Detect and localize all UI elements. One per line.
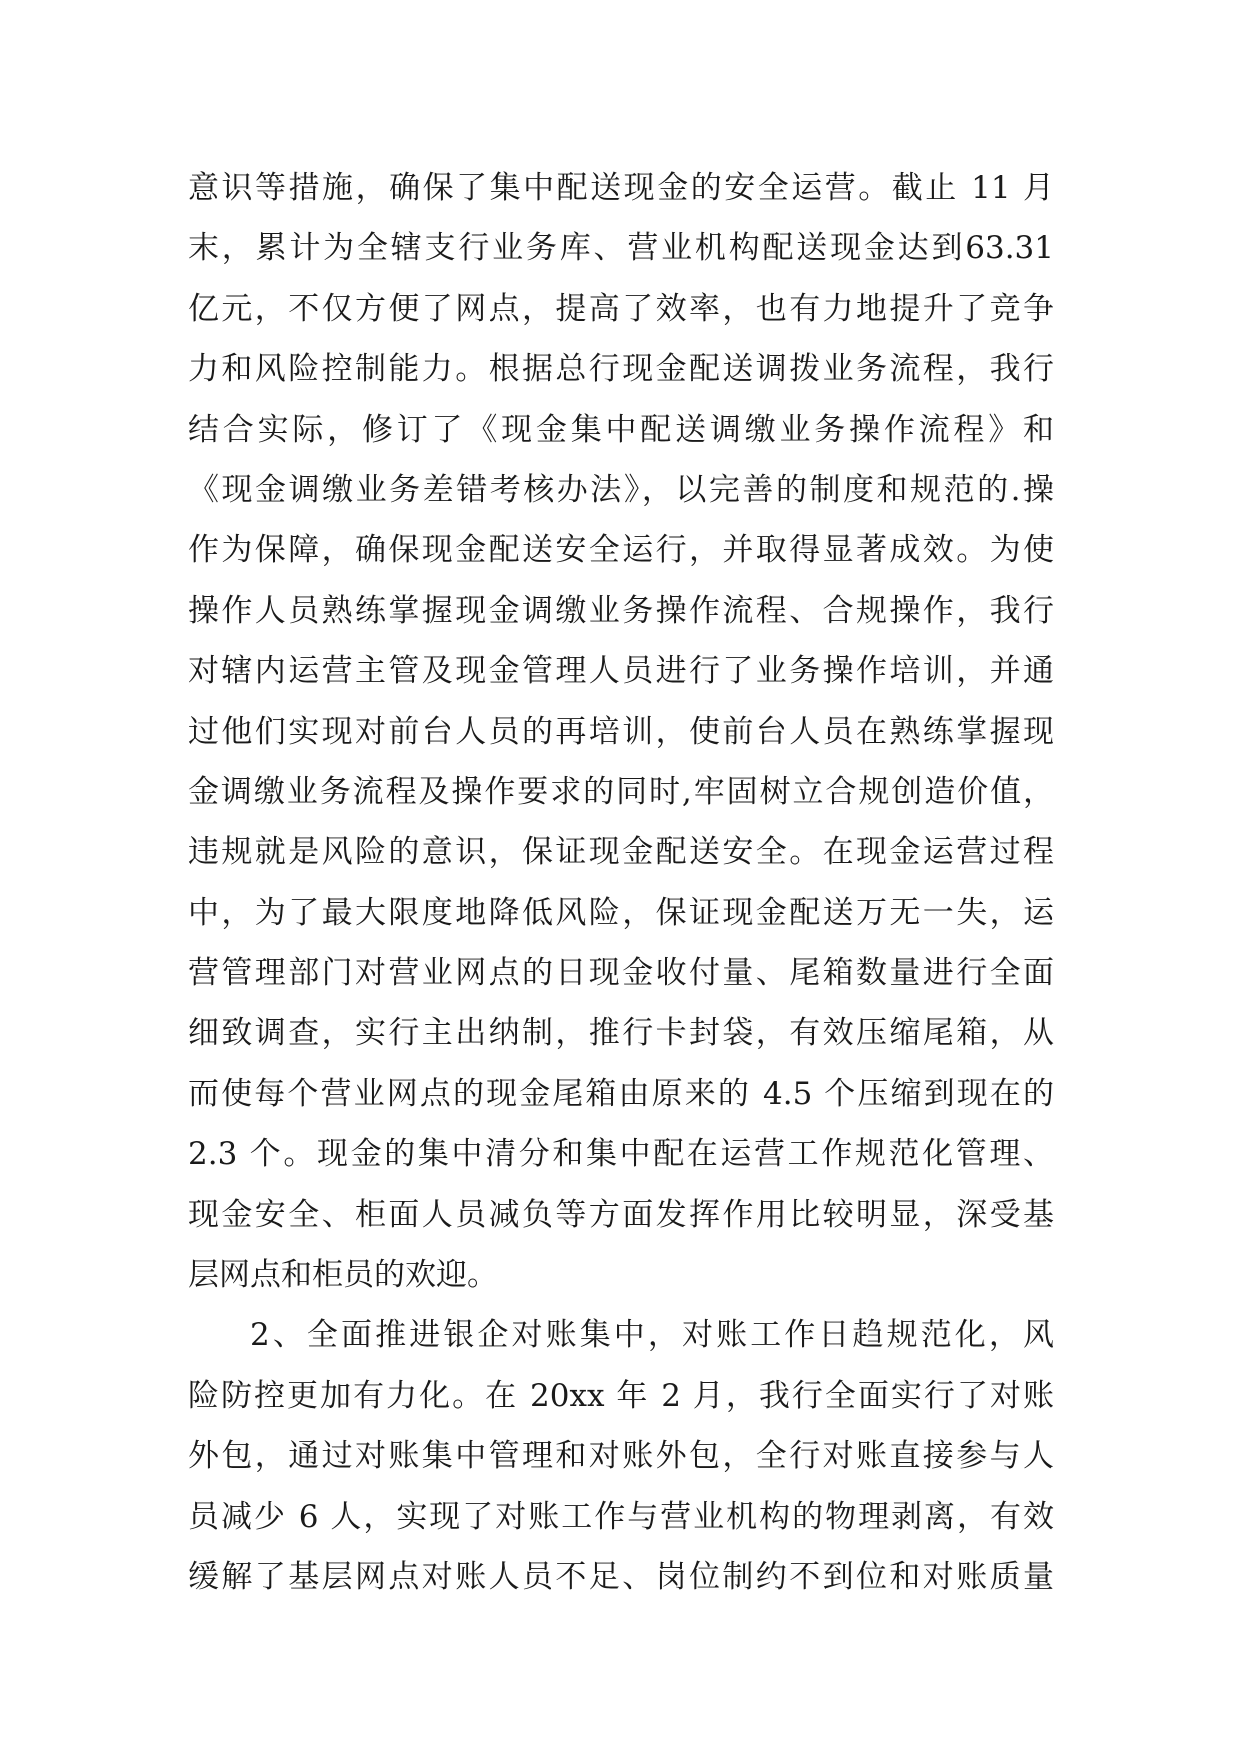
paragraph-reconciliation (188, 1305, 1054, 1607)
text-line: 违规就是风险的意识，保证现金配送安全。在现金运营过程 (188, 834, 1054, 871)
text-line: 中，为了最大限度地降低风险，保证现金配送万无一失，运 (188, 894, 1054, 931)
text-line: 而使每个营业网点的现金尾箱由原来的 4.5 个压缩到现在的 (188, 1075, 1054, 1112)
document-body (188, 158, 1054, 1607)
text-line: 缓解了基层网点对账人员不足、岗位制约不到位和对账质量 (188, 1558, 1054, 1595)
text-line: 意识等措施，确保了集中配送现金的安全运营。截止 11 月 (188, 170, 1054, 206)
text-line: 2、全面推进银企对账集中，对账工作日趋规范化，风 (250, 1317, 1054, 1354)
text-line: 外包，通过对账集中管理和对账外包，全行对账直接参与人 (188, 1438, 1054, 1475)
text-line: 结合实际，修订了《现金集中配送调缴业务操作流程》和 (188, 411, 1054, 448)
text-line: 对辖内运营主管及现金管理人员进行了业务操作培训，并通 (188, 653, 1054, 690)
text-line: 2.3 个。现金的集中清分和集中配在运营工作规范化管理、 (188, 1136, 1054, 1173)
text-line: 《现金调缴业务差错考核办法》，以完善的制度和规范的.操 (188, 471, 1054, 508)
text-line: 层网点和柜员的欢迎。 (188, 1257, 498, 1294)
text-line: 过他们实现对前台人员的再培训，使前台人员在熟练掌握现 (188, 713, 1054, 750)
text-line: 力和风险控制能力。根据总行现金配送调拨业务流程，我行 (188, 351, 1054, 388)
text-line: 营管理部门对营业网点的日现金收付量、尾箱数量进行全面 (188, 955, 1054, 992)
text-line: 细致调查，实行主出纳制，推行卡封袋，有效压缩尾箱，从 (188, 1015, 1054, 1052)
paragraph-cash-delivery (188, 158, 1054, 1305)
text-line: 金调缴业务流程及操作要求的同时,牢固树立合规创造价值， (188, 773, 1054, 810)
text-line: 操作人员熟练掌握现金调缴业务操作流程、合规操作，我行 (188, 592, 1054, 629)
text-line: 末，累计为全辖支行业务库、营业机构配送现金达到63.31 (188, 230, 1054, 267)
text-line: 作为保障，确保现金配送安全运行，并取得显著成效。为使 (188, 532, 1054, 569)
text-line: 险防控更加有力化。在 20xx 年 2 月，我行全面实行了对账 (188, 1377, 1054, 1414)
text-line: 现金安全、柜面人员减负等方面发挥作用比较明显，深受基 (188, 1196, 1054, 1233)
text-line: 员减少 6 人，实现了对账工作与营业机构的物理剥离，有效 (188, 1498, 1054, 1535)
text-line: 亿元，不仅方便了网点，提高了效率，也有力地提升了竞争 (188, 290, 1054, 327)
